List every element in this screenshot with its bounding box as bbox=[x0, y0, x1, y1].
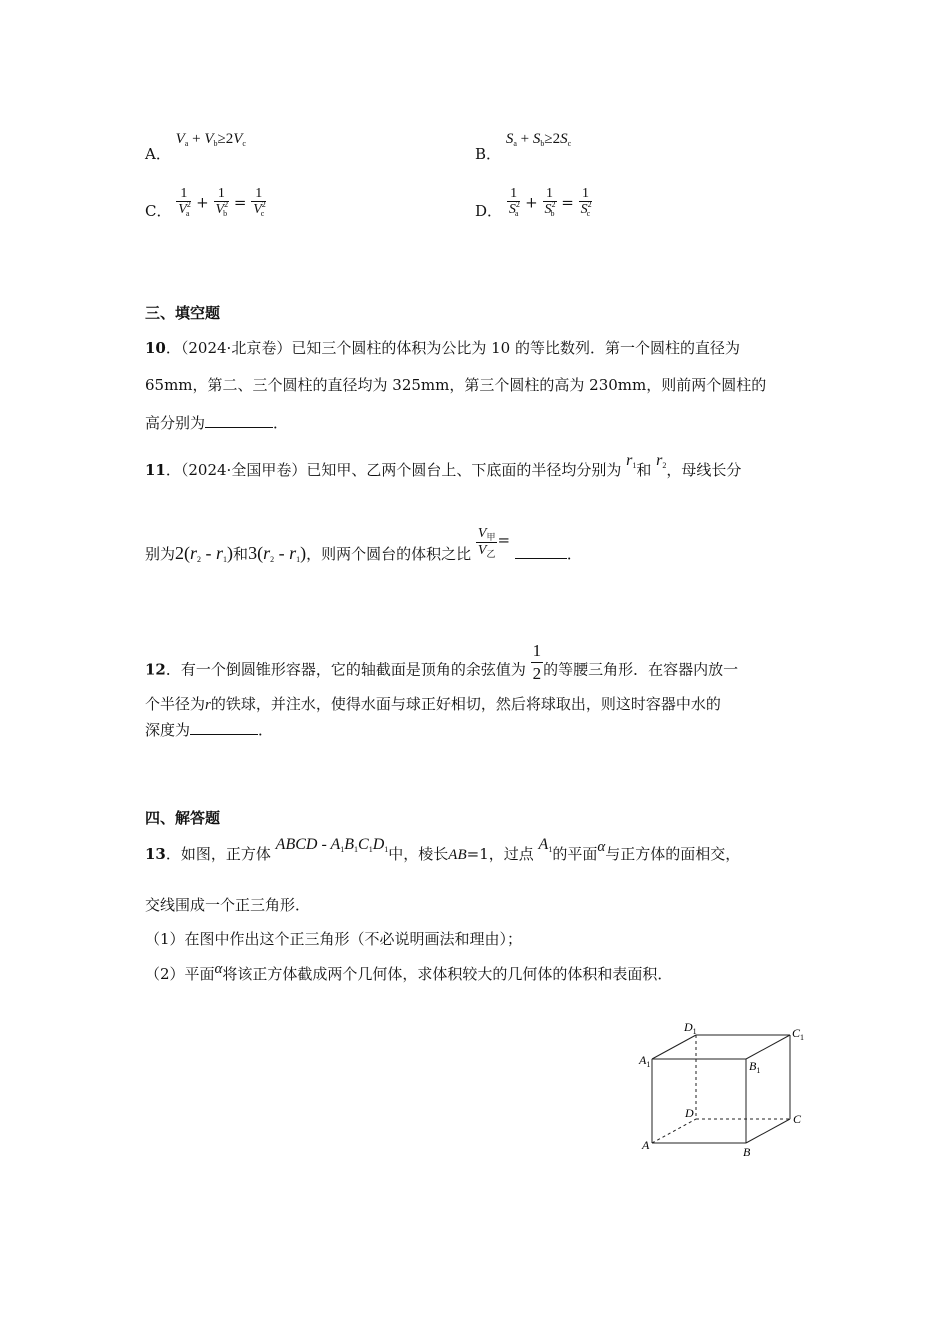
question-10-line-3: 高分别为 ． bbox=[145, 414, 289, 432]
label-a1: $A_1$ bbox=[639, 1053, 651, 1069]
option-a-label: A． bbox=[145, 145, 171, 163]
option-b bbox=[475, 127, 572, 163]
cosine-fraction: $\frac{1}{2}$ bbox=[532, 641, 542, 683]
answer-blank-11[interactable] bbox=[515, 546, 567, 559]
question-12-number: 12 bbox=[145, 660, 166, 679]
option-b-formula: $S_a + S_b\ge 2S_c$ bbox=[505, 131, 572, 148]
label-c1: $C_1$ bbox=[792, 1026, 805, 1042]
option-c-frac-1: $\frac{1}{V^2_a}$ bbox=[178, 186, 191, 218]
label-a: A bbox=[642, 1138, 650, 1152]
option-d-frac-3: $\frac{1}{S^2_c}$ bbox=[580, 186, 592, 218]
option-c: C． $\frac{1}{V^2_a}$ + $\frac{1}{V^2_b}$ = $\frac{1}{V^2_c}$ bbox=[145, 186, 266, 220]
option-c-frac-3: $\frac{1}{V^2_c}$ bbox=[253, 186, 266, 218]
question-10-number: 10 bbox=[145, 339, 166, 357]
answer-blank-10[interactable] bbox=[205, 415, 273, 428]
section-4-title: 四、解答题 bbox=[145, 809, 221, 827]
label-c: C bbox=[793, 1112, 802, 1126]
question-11-number: 11 bbox=[145, 461, 166, 479]
edge-b-c bbox=[746, 1119, 790, 1143]
option-d-frac-1: $\frac{1}{S^2_a}$ bbox=[508, 186, 520, 218]
question-13-number: 13 bbox=[145, 845, 166, 863]
question-13-line-2: 交线围成一个正三角形． bbox=[145, 896, 311, 914]
edge-a1-d1 bbox=[652, 1035, 696, 1059]
question-10-line-2: 65mm，第二、三个圆柱的直径均为 325mm，第三个圆柱的高为 230mm，则前两个圆柱的 bbox=[145, 376, 767, 394]
label-b1: $B_1$ bbox=[749, 1059, 761, 1075]
option-d-frac-2: $\frac{1}{S^2_b}$ bbox=[544, 186, 556, 218]
question-13-line-1: 13．如图，正方体 ABCD - A1B1C1D1中，棱长AB=1，过点 A1的平面α与正方体的面相交， bbox=[145, 836, 741, 863]
answer-blank-12[interactable] bbox=[190, 722, 258, 735]
option-a bbox=[145, 127, 246, 163]
question-13-part-2: （2）平面α将该正方体截成两个几何体，求体积较大的几何体的体积和表面积． bbox=[145, 961, 673, 983]
question-12-line-1: 12．有一个倒圆锥形容器，它的轴截面是顶角的余弦值为 $\frac{1}{2}$ 的等腰三角形．在容器内放一 bbox=[145, 641, 739, 683]
question-11-line-2: 别为2(r2 - r1)和3(r2 - r1)，则两个圆台的体积之比 $\frac{V_甲}{V_乙}$ = ． bbox=[145, 526, 582, 564]
option-d-label: D． bbox=[475, 202, 503, 220]
cube-figure bbox=[630, 1015, 820, 1165]
question-10-line-1: 10．（2024·北京卷）已知三个圆柱的体积为公比为 10 的等比数列．第一个圆柱的直径为 bbox=[145, 339, 740, 357]
label-d1: $D_1$ bbox=[684, 1020, 697, 1036]
option-d: D． $\frac{1}{S^2_a}$ + $\frac{1}{S^2_b}$ = $\frac{1}{S^2_c}$ bbox=[475, 186, 592, 220]
option-c-label: C． bbox=[145, 202, 172, 220]
edge-b1-c1 bbox=[746, 1035, 790, 1059]
label-b: B bbox=[743, 1145, 751, 1159]
option-a-formula: $V_a + V_b\ge 2V_c$ bbox=[175, 131, 246, 148]
edge-a-d bbox=[652, 1119, 696, 1143]
section-3-title: 三、填空题 bbox=[145, 304, 221, 322]
question-12-line-2: 个半径为r的铁球，并注水，使得水面与球正好相切，然后将球取出，则这时容器中水的 bbox=[145, 695, 721, 713]
question-13-part-1: （1）在图中作出这个正三角形（不必说明画法和理由）； bbox=[145, 930, 523, 948]
question-11-line-1: 11．（2024·全国甲卷）已知甲、乙两个圆台上、下底面的半径均分别为 r1和 r2，母线长分 bbox=[145, 452, 742, 479]
option-b-label: B． bbox=[475, 145, 502, 163]
option-c-frac-2: $\frac{1}{V^2_b}$ bbox=[215, 186, 229, 218]
question-12-line-3: 深度为 ． bbox=[145, 721, 274, 739]
label-d: D bbox=[685, 1106, 694, 1120]
volume-ratio-fraction: $\frac{V_甲}{V_乙}$ bbox=[477, 526, 496, 559]
